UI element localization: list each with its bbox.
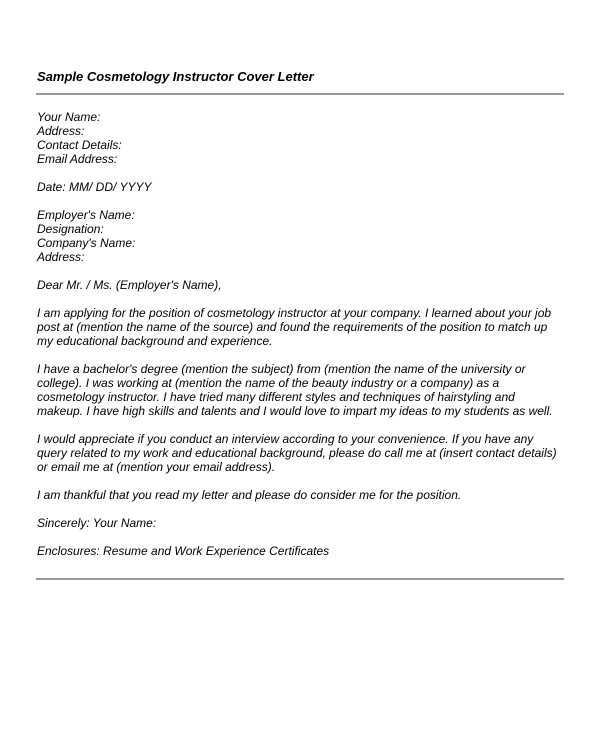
closing-line: Sincerely: Your Name: [37,516,157,530]
paragraph-line: I am thankful that you read my letter and please do consider me for the position. [37,488,462,502]
sender-address-line: Address: [37,124,85,138]
paragraph-interview [37,432,567,474]
sender-contact-line: Contact Details: [37,138,122,152]
designation-line: Designation: [37,222,104,236]
paragraph-line: query related to my work and educational background, please do call me at (insert contact details) [37,446,557,460]
paragraph-line: or email me at (mention your email address). [37,460,276,474]
paragraph-line: I have a bachelor's degree (mention the subject) from (mention the name of the university or [37,362,526,376]
paragraph-line: I would appreciate if you conduct an interview according to your convenience. If you have any [37,432,534,446]
paragraph-intro [37,306,567,348]
closing-block [37,516,567,530]
paragraph-line: I am applying for the position of cosmetology instructor at your company. I learned about your job [37,306,552,320]
date-block [37,180,567,194]
paragraph-line: my educational background and experience. [37,334,273,348]
paragraph-line: cosmetology instructor. I have tried many different styles and techniques of hairstyling and [37,390,515,404]
recipient-address-line: Address: [37,250,85,264]
salutation: Dear Mr. / Ms. (Employer's Name), [37,278,222,292]
paragraph-thanks [37,488,567,502]
paragraph-qualifications [37,362,567,418]
date-line: Date: MM/ DD/ YYYY [37,180,152,194]
enclosures-block [37,544,567,558]
sender-email-line: Email Address: [37,152,118,166]
enclosures-line: Enclosures: Resume and Work Experience Certificates [37,544,330,558]
salutation-block [37,278,567,292]
paragraph-line: post at (mention the name of the source) and found the requirements of the position to match up [37,320,548,334]
paragraph-line: makeup. I have high skills and talents and I would love to impart my ideas to my students as well. [37,404,553,418]
bottom-divider [36,578,564,580]
company-name-line: Company's Name: [37,236,136,250]
paragraph-line: college). I was working at (mention the name of the beauty industry or a company) as a [37,376,500,390]
top-divider [36,93,564,95]
sender-block [37,110,567,166]
sender-name-line: Your Name: [37,110,101,124]
document-title: Sample Cosmetology Instructor Cover Letter [37,69,314,84]
employer-name-line: Employer's Name: [37,208,135,222]
letter-body [37,110,567,572]
recipient-block [37,208,567,264]
